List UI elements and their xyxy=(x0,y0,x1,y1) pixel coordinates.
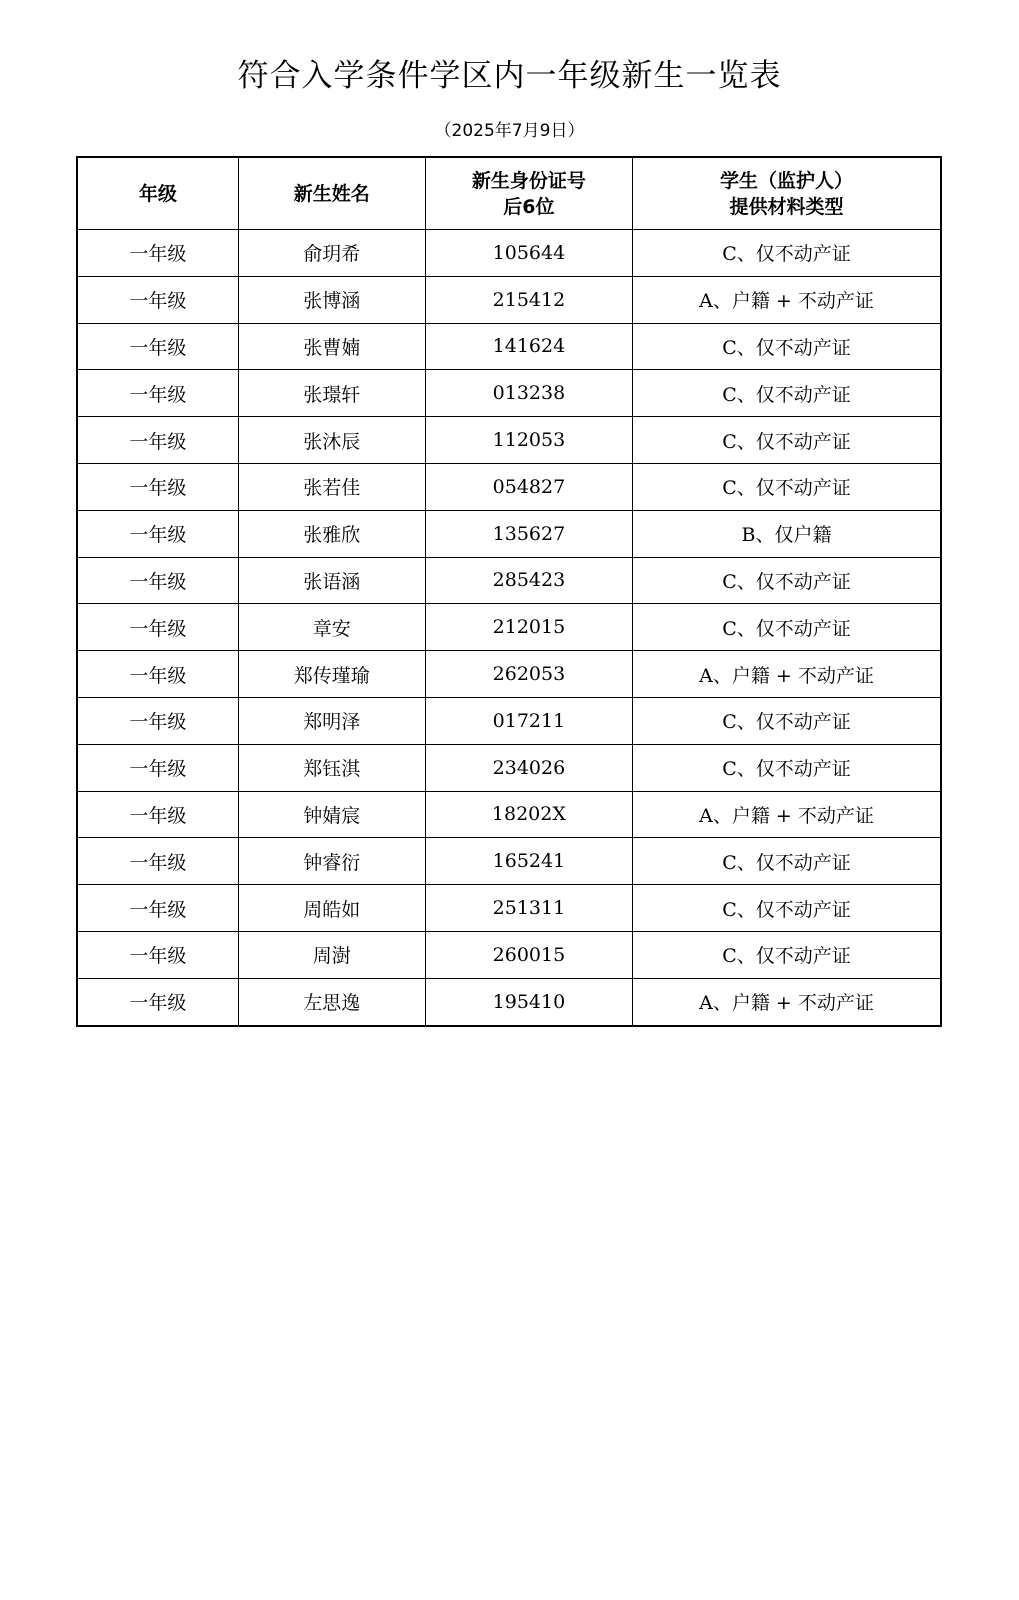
header-id-line1: 新生身份证号 xyxy=(471,169,586,192)
cell-grade: 一年级 xyxy=(77,697,238,744)
cell-student-name: 俞玥希 xyxy=(238,230,425,277)
cell-material-type: A、户籍 + 不动产证 xyxy=(633,791,941,838)
table-row xyxy=(77,651,941,698)
cell-student-name: 张语涵 xyxy=(238,557,425,604)
table-row xyxy=(77,276,941,323)
cell-grade: 一年级 xyxy=(77,417,238,464)
table-header-row xyxy=(77,157,941,230)
cell-material-type: C、仅不动产证 xyxy=(633,463,941,510)
table-row xyxy=(77,838,941,885)
cell-id-last6: 285423 xyxy=(425,557,632,604)
cell-grade: 一年级 xyxy=(77,557,238,604)
cell-grade: 一年级 xyxy=(77,510,238,557)
cell-id-last6: 18202X xyxy=(425,791,632,838)
table-row xyxy=(77,463,941,510)
cell-id-last6: 251311 xyxy=(425,885,632,932)
cell-material-type: C、仅不动产证 xyxy=(633,838,941,885)
cell-grade: 一年级 xyxy=(77,744,238,791)
table-body xyxy=(77,230,941,1026)
table-row xyxy=(77,978,941,1025)
table-row xyxy=(77,697,941,744)
student-roster-table xyxy=(76,156,942,1027)
cell-id-last6: 013238 xyxy=(425,370,632,417)
cell-grade: 一年级 xyxy=(77,885,238,932)
cell-grade: 一年级 xyxy=(77,931,238,978)
cell-grade: 一年级 xyxy=(77,604,238,651)
cell-grade: 一年级 xyxy=(77,978,238,1025)
cell-material-type: A、户籍 + 不动产证 xyxy=(633,978,941,1025)
page-title: 符合入学条件学区内一年级新生一览表 xyxy=(237,58,782,94)
cell-id-last6: 112053 xyxy=(425,417,632,464)
cell-id-last6: 260015 xyxy=(425,931,632,978)
table-row xyxy=(77,791,941,838)
cell-student-name: 张璟轩 xyxy=(238,370,425,417)
table-row xyxy=(77,417,941,464)
cell-id-last6: 017211 xyxy=(425,697,632,744)
cell-id-last6: 141624 xyxy=(425,323,632,370)
cell-student-name: 张沐辰 xyxy=(238,417,425,464)
cell-student-name: 钟睿衍 xyxy=(238,838,425,885)
cell-id-last6: 262053 xyxy=(425,651,632,698)
cell-material-type: C、仅不动产证 xyxy=(633,370,941,417)
cell-grade: 一年级 xyxy=(77,276,238,323)
header-type-line1: 学生（监护人） xyxy=(720,169,854,192)
cell-material-type: C、仅不动产证 xyxy=(633,885,941,932)
cell-material-type: C、仅不动产证 xyxy=(633,230,941,277)
cell-student-name: 周皓如 xyxy=(238,885,425,932)
header-id xyxy=(425,157,632,230)
cell-material-type: C、仅不动产证 xyxy=(633,323,941,370)
cell-id-last6: 195410 xyxy=(425,978,632,1025)
table-row xyxy=(77,557,941,604)
cell-material-type: A、户籍 + 不动产证 xyxy=(633,276,941,323)
cell-grade: 一年级 xyxy=(77,323,238,370)
cell-student-name: 周澍 xyxy=(238,931,425,978)
cell-id-last6: 105644 xyxy=(425,230,632,277)
cell-student-name: 张曹婻 xyxy=(238,323,425,370)
cell-grade: 一年级 xyxy=(77,791,238,838)
header-type-line2: 提供材料类型 xyxy=(729,195,844,218)
cell-material-type: C、仅不动产证 xyxy=(633,697,941,744)
table-row xyxy=(77,885,941,932)
cell-student-name: 钟婧宸 xyxy=(238,791,425,838)
header-grade: 年级 xyxy=(77,157,238,230)
cell-material-type: A、户籍 + 不动产证 xyxy=(633,651,941,698)
header-material-type xyxy=(633,157,941,230)
cell-id-last6: 165241 xyxy=(425,838,632,885)
document-date: （2025年7月9日） xyxy=(434,121,585,141)
cell-student-name: 郑明泽 xyxy=(238,697,425,744)
table-row xyxy=(77,230,941,277)
cell-grade: 一年级 xyxy=(77,230,238,277)
cell-student-name: 张博涵 xyxy=(238,276,425,323)
cell-material-type: C、仅不动产证 xyxy=(633,604,941,651)
table-row xyxy=(77,510,941,557)
cell-material-type: C、仅不动产证 xyxy=(633,417,941,464)
cell-grade: 一年级 xyxy=(77,838,238,885)
cell-grade: 一年级 xyxy=(77,370,238,417)
table-row xyxy=(77,604,941,651)
cell-grade: 一年级 xyxy=(77,651,238,698)
cell-student-name: 张若佳 xyxy=(238,463,425,510)
cell-student-name: 郑传瑾瑜 xyxy=(238,651,425,698)
cell-grade: 一年级 xyxy=(77,463,238,510)
cell-student-name: 张雅欣 xyxy=(238,510,425,557)
cell-student-name: 章安 xyxy=(238,604,425,651)
cell-material-type: C、仅不动产证 xyxy=(633,557,941,604)
cell-material-type: C、仅不动产证 xyxy=(633,931,941,978)
header-name: 新生姓名 xyxy=(238,157,425,230)
table-row xyxy=(77,323,941,370)
table-row xyxy=(77,931,941,978)
table-row xyxy=(77,370,941,417)
cell-id-last6: 054827 xyxy=(425,463,632,510)
table-row xyxy=(77,744,941,791)
cell-id-last6: 234026 xyxy=(425,744,632,791)
header-id-line2: 后6位 xyxy=(503,195,555,218)
cell-material-type: B、仅户籍 xyxy=(633,510,941,557)
cell-id-last6: 215412 xyxy=(425,276,632,323)
cell-student-name: 郑钰淇 xyxy=(238,744,425,791)
cell-id-last6: 135627 xyxy=(425,510,632,557)
cell-material-type: C、仅不动产证 xyxy=(633,744,941,791)
cell-student-name: 左思逸 xyxy=(238,978,425,1025)
cell-id-last6: 212015 xyxy=(425,604,632,651)
